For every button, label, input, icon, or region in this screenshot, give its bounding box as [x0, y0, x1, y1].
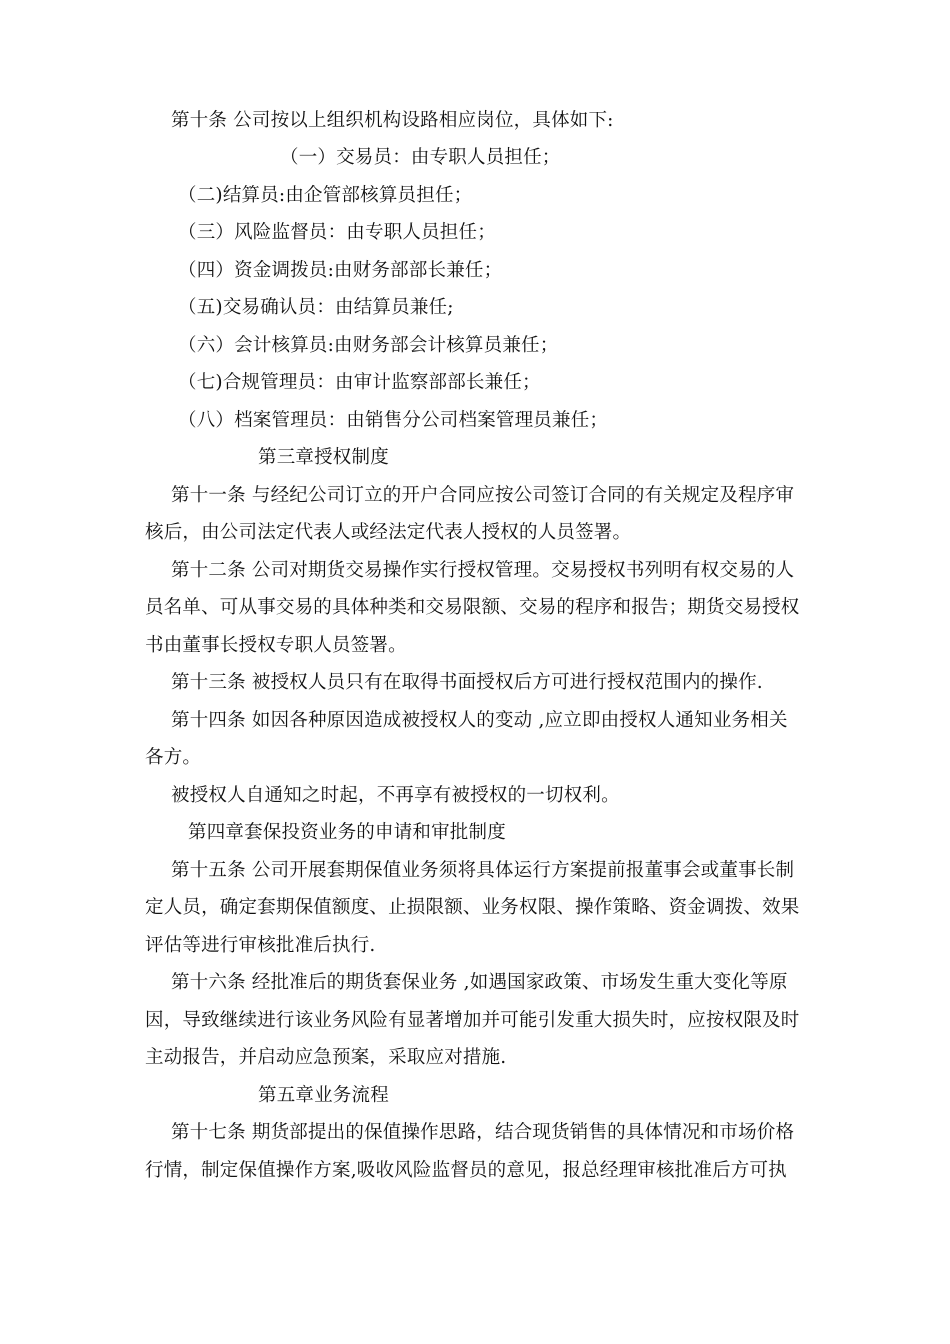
article-12-line: 员名单、可从事交易的具体种类和交易限额、交易的程序和报告；期货交易授权: [145, 597, 800, 618]
position-item: （六）会计核算员:由财务部会计核算员兼任；: [178, 335, 559, 356]
position-item: （八）档案管理员：由销售分公司档案管理员兼任；: [178, 410, 609, 431]
chapter-5-title: 第五章业务流程: [258, 1085, 389, 1106]
chapter-4-title: 第四章套保投资业务的申请和审批制度: [188, 822, 506, 843]
position-item: （七)合规管理员：由审计监察部部长兼任；: [178, 372, 541, 393]
article-14-line: 第十四条 如因各种原因造成被授权人的变动 ,应立即由授权人通知业务相关: [171, 710, 788, 731]
article-13-line: 第十三条 被授权人员只有在取得书面授权后方可进行授权范围内的操作.: [171, 672, 763, 693]
article-10-intro: 第十条 公司按以上组织机构设路相应岗位，具体如下:: [171, 110, 614, 131]
position-item: （四）资金调拨员:由财务部部长兼任；: [178, 260, 503, 281]
article-16-line: 第十六条 经批准后的期货套保业务 ,如遇国家政策、市场发生重大变化等原: [171, 972, 788, 993]
article-11-line: 第十一条 与经纪公司订立的开户合同应按公司签订合同的有关规定及程序审: [171, 485, 795, 506]
article-16-line: 因，导致继续进行该业务风险有显著增加并可能引发重大损失时，应按权限及时: [145, 1010, 800, 1031]
article-12-line: 书由董事长授权专职人员签署。: [145, 635, 407, 656]
article-17-line: 行情，制定保值操作方案,吸收风险监督员的意见，报总经理审核批准后方可执: [145, 1160, 787, 1181]
position-item: （一）交易员：由专职人员担任；: [280, 147, 561, 168]
article-17-line: 第十七条 期货部提出的保值操作思路，结合现货销售的具体情况和市场价格: [171, 1122, 795, 1143]
article-11-line: 核后，由公司法定代表人或经法定代表人授权的人员签署。: [145, 522, 632, 543]
article-15-line: 第十五条 公司开展套期保值业务须将具体运行方案提前报董事会或董事长制: [171, 860, 795, 881]
article-15-line: 评估等进行审核批准后执行.: [145, 935, 376, 956]
chapter-3-note: 被授权人自通知之时起，不再享有被授权的一切权利。: [171, 785, 620, 806]
article-16-line: 主动报告，并启动应急预案，采取应对措施.: [145, 1047, 507, 1068]
position-item: （五)交易确认员：由结算员兼任;: [178, 297, 454, 318]
article-12-line: 第十二条 公司对期货交易操作实行授权管理。交易授权书列明有权交易的人: [171, 560, 795, 581]
position-item: （二)结算员:由企管部核算员担任；: [178, 185, 473, 206]
article-14-line: 各方。: [145, 747, 202, 768]
chapter-3-title: 第三章授权制度: [258, 447, 389, 468]
position-item: （三）风险监督员：由专职人员担任；: [178, 222, 496, 243]
article-15-line: 定人员，确定套期保值额度、止损限额、业务权限、操作策略、资金调拨、效果: [145, 897, 800, 918]
